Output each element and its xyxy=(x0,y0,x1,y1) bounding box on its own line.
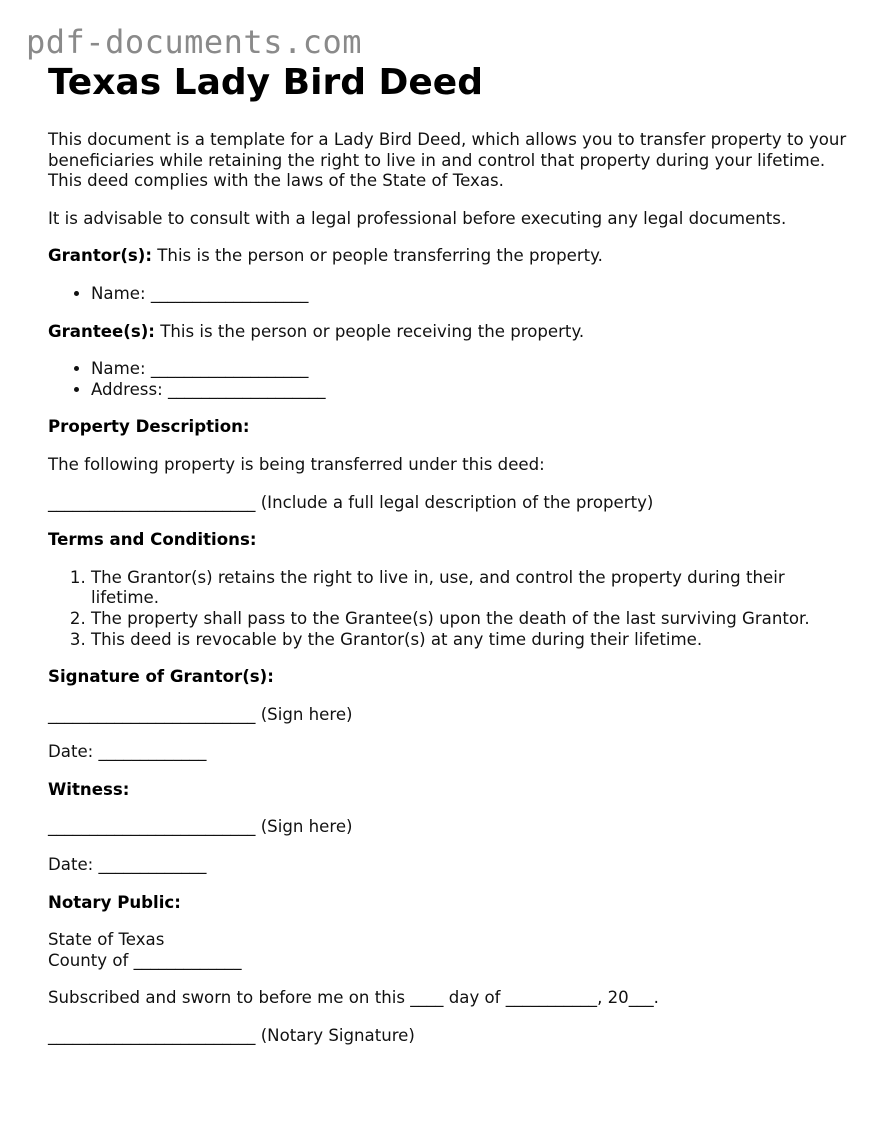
grantor-signature-line: _________________________ (Sign here) xyxy=(48,704,353,724)
grantor-signature-date: Date: _____________ xyxy=(48,742,207,762)
witness-heading xyxy=(48,780,848,801)
property-heading xyxy=(48,417,848,438)
notary-sworn-statement: Subscribed and sworn to before me on this ____ day of ___________, 20___. xyxy=(48,988,659,1008)
signature-heading-text: Signature of Grantor(s): xyxy=(48,667,274,687)
property-text: The following property is being transferred under this deed: xyxy=(48,454,545,474)
intro-paragraph: This document is a template for a Lady Bird Deed, which allows you to transfer property to your beneficiaries while retaining the right to live in and control that property during your lifetime. This deed complies with the laws of the State of Texas. xyxy=(48,130,847,191)
watermark-text: pdf-documents.com xyxy=(26,23,363,61)
grantor-section xyxy=(48,246,848,267)
grantor-name-field: • Name: ___________________ xyxy=(91,284,848,305)
property-description-line: _________________________ (Include a full legal description of the property) xyxy=(48,492,654,512)
grantee-address-field: • Address: ___________________ xyxy=(91,380,848,401)
terms-heading-text: Terms and Conditions: xyxy=(48,530,257,550)
grantee-fields xyxy=(48,359,848,400)
advice-paragraph: It is advisable to consult with a legal professional before executing any legal documents. xyxy=(48,208,787,228)
terms-item-2: 2. The property shall pass to the Grantee(s) upon the death of the last surviving Grantor. xyxy=(91,609,848,630)
property-heading-text: Property Description: xyxy=(48,417,250,437)
terms-item-1: 1. The Grantor(s) retains the right to live in, use, and control the property during their lifetime. xyxy=(91,568,848,609)
terms-item-3: 3. This deed is revocable by the Grantor(s) at any time during their lifetime. xyxy=(91,630,848,651)
terms-heading xyxy=(48,530,848,551)
terms-list xyxy=(48,568,848,650)
signature-heading xyxy=(48,667,848,688)
document-title: Texas Lady Bird Deed xyxy=(48,62,483,103)
notary-heading xyxy=(48,893,848,914)
notary-state: State of Texas xyxy=(48,930,165,950)
grantor-fields xyxy=(48,284,848,305)
notary-heading-text: Notary Public: xyxy=(48,892,181,912)
grantee-description: This is the person or people receiving the property. xyxy=(154,321,585,341)
witness-heading-text: Witness: xyxy=(48,779,130,799)
grantee-label: Grantee(s): xyxy=(48,321,155,341)
grantor-label: Grantor(s): xyxy=(48,246,153,266)
notary-signature-line: _________________________ (Notary Signature) xyxy=(48,1026,415,1046)
grantor-description: This is the person or people transferring the property. xyxy=(152,246,603,266)
document-body xyxy=(48,62,848,1064)
notary-venue xyxy=(48,930,848,971)
grantee-name-field: • Name: ___________________ xyxy=(91,359,848,380)
witness-signature-date: Date: _____________ xyxy=(48,855,207,875)
witness-signature-line: _________________________ (Sign here) xyxy=(48,817,353,837)
grantee-section xyxy=(48,322,848,343)
notary-county: County of _____________ xyxy=(48,950,242,970)
